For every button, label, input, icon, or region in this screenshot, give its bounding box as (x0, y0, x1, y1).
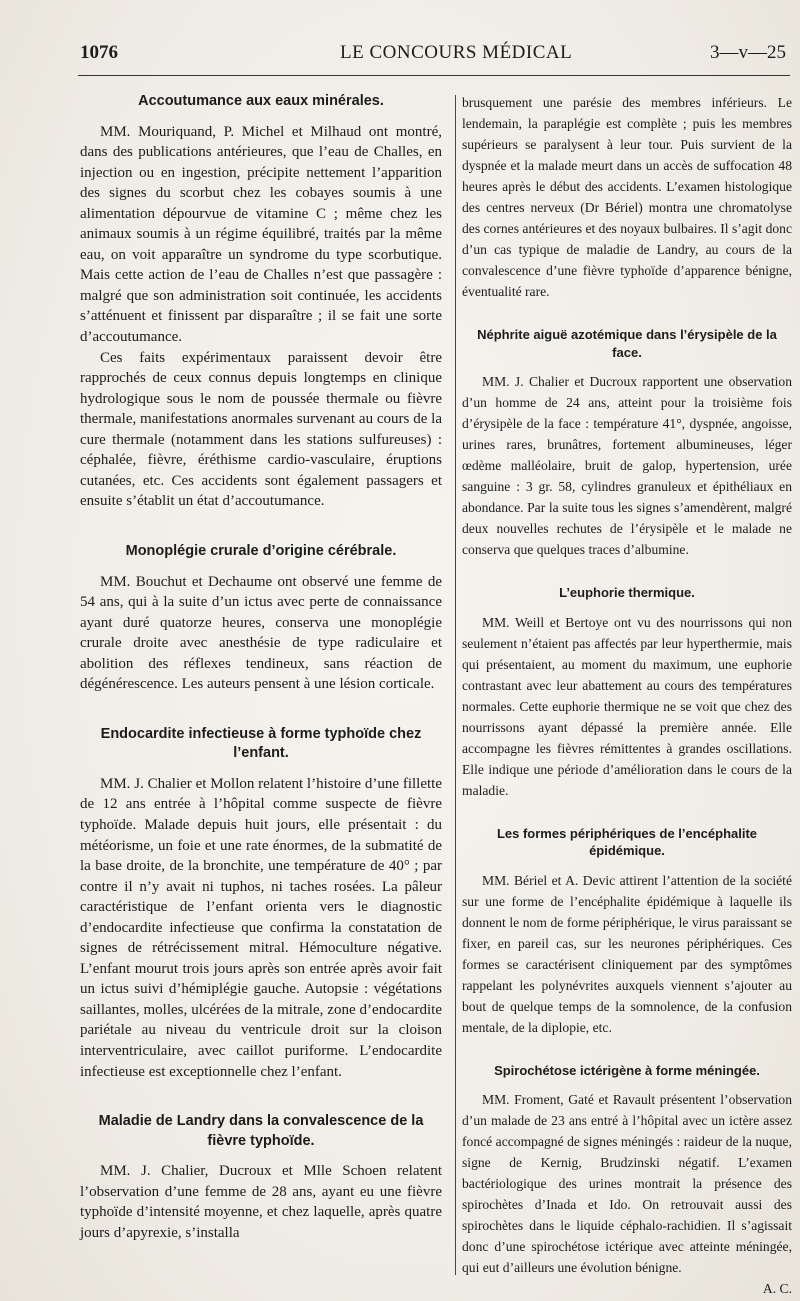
left-column (80, 92, 442, 1243)
paragraph: MM. Bouchut et Dechaume ont observé une femme de 54 ans, qui à la suite d’un ictus avec perte de connaissance ayant duré quatorze heures, conserva une monoplégie crurale droite avec anesthésie de type radiculaire et abolition des réflexes tendineux, sans réaction de dégénérescence. Les auteurs pensent à une lésion corticale. (80, 573, 442, 693)
section-title: L’euphorie thermique. (559, 585, 695, 601)
section-title: Maladie de Landry dans la convalescence de la fièvre typhoïde. (98, 1113, 424, 1149)
section-title: Les formes périphériques de l’encéphalite épidémique. (496, 825, 758, 859)
section-title: Néphrite aiguë azotémique dans l’érysipèle de la face. (477, 327, 777, 360)
paragraph: MM. J. Chalier et Mollon relatent l’histoire d’une fillette de 12 ans entrée à l’hôpital comme suspecte de fièvre typhoïde. Malade depuis huit jours, elle présentait : du météorisme, un foie et une rate énormes, de la submatité de la base droite, de la bronchite, une température de 40° ; par contre il n’y avait ni tuphos, ni taches rosées. La pâleur caractéristique de l’enfant orienta vers le diagnostic d’endocardite infectieuse que confirma la constatation de signes de rétrécissement mitral. Hémoculture négative. L’enfant mourut trois jours après son entrée après avoir fait un ictus suivi d’hémiplégie gauche. Autopsie : végétations saillantes, molles, ulcérées de la mitrale, zone d’endocardite pariétale au niveau du ventricule droit sur la cloison interventriculaire, avec caillot puriforme. L’endocardite infectieuse est exceptionnelle chez l’enfant. (80, 775, 442, 1080)
right-column (462, 92, 792, 1299)
paragraph: MM. J. Chalier et Ducroux rapportent une observation d’un homme de 24 ans, atteint pour la troisième fois d’érysipèle de la face : température 41°, dyspnée, angoisse, urines rares, brunâtres, fortement albumineuses, léger œdème malléolaire, bruit de galop, hypertension, urée sanguine : 3 gr. 58, cylindres granuleux et épithéliaux en abondance. Par la suite tous les signes s’amendèrent, malgré deux nouvelles rechutes de l’érysipèle et le malade ne conserva que quelques traces d’albumine. (462, 374, 792, 558)
paragraph-continuation: brusquement une parésie des membres inférieurs. Le lendemain, la paraplégie est complète ; puis les membres supérieurs se paralysent à leur tour. Puis survient de la dyspnée et la malade meurt dans un accès de suffocation 48 heures après le début des accidents. L’examen histologique des centres nerveux (Dr Bériel) montra une chromatolyse des cornes antérieures et des noyaux bulbaires. Il s’agit donc d’un cas typique de maladie de Landry, au cours de la convalescence d’une fièvre typhoïde d’apparence bénigne, éventualité rare. (462, 95, 792, 299)
section-title: Accoutumance aux eaux minérales. (138, 93, 384, 109)
paragraph: MM. Froment, Gaté et Ravault présentent l’observation d’un malade de 23 ans entré à l’hôpital avec un ictère assez foncé accompagné de signes méningés : raideur de la nuque, signe de Kernig, Brudzinski négatif. L’examen bactériologique des urines montrait la présence des spirochètes d’Inada et Ido. On retrouvait aussi des spirochètes dans le liquide céphalo-rachidien. Il s’agissait donc d’une spirochétose ictérique avec atteinte méningée, qui eut d’ailleurs une évolution bénigne. (462, 1092, 792, 1276)
section-title: Spirochétose ictérigène à forme méningée. (494, 1062, 760, 1078)
section-title: Endocardite infectieuse à forme typhoïde chez l’enfant. (100, 725, 422, 762)
section-title: Monoplégie crurale d’origine cérébrale. (125, 542, 397, 559)
paragraph: Ces faits expérimentaux paraissent devoir être rapprochés de ceux connus depuis longtemps en clinique hydrologique sous le nom de poussée thermale ou fièvre thermale, manifestations anormales survenant au cours de la cure thermale (notamment dans les stations sulfureuses) : céphalée, fièvre, éréthisme cardio-vasculaire, éruptions cutanées, etc. Ces accidents sont également passagers et ensuite s’établit un état d’accoutumance. (80, 349, 442, 510)
paragraph: MM. Mouriquand, P. Michel et Milhaud ont montré, dans des publications antérieures, que l’eau de Challes, en injection ou en ingestion, précipite nettement l’apparition des signes du scorbut chez les cobayes soumis à une alimentation dépourvue de vitamine C ; même chez les animaux soumis à un régime équilibré, traités par la même eau, on voit apparaître un syndrome du type scorbutique. Mais cette action de l’eau de Challes n’est que passagère : malgré que son administration soit continuée, les accidents s’atténuent et finissent par disparaître ; il se fait une sorte d’accoutumance. (80, 123, 442, 346)
paragraph: MM. Weill et Bertoye ont vu des nourrissons qui non seulement n’étaient pas affectés par leur hyperthermie, mais qui présentaient, au moment du maximum, une euphorie contrastant avec leur abattement au cours des températures normales. Cette euphorie thermique ne se voit que chez des nourrissons ayant dépassé la première année. Elle accompagne les fièvres rémittentes à grandes oscillations. Elle indique une période d’amélioration dans le cours de la maladie. (462, 614, 792, 798)
signature: A. C. (762, 1281, 792, 1297)
paragraph: MM. Bériel et A. Devic attirent l’attention de la société sur une forme de l’encéphalite épidémique à laquelle ils donnent le nom de forme périphérique, le virus paraissant se fixer, en pareil cas, sur les neurones périphériques. Ces formes se caractérisent cliniquement par des symptômes rappelant les polynévrites auxquels viennent s’ajouter au bout de quelque temps de la somnolence, de la confusion mentale, de la diplopie, etc. (462, 872, 792, 1035)
paragraph: MM. J. Chalier, Ducroux et Mlle Schoen relatent l’observation d’une femme de 28 ans, ayant eu une fièvre typhoïde d’intensité moyenne, et chez laquelle, après quatre jours d’apyrexie, s’installa (80, 1163, 442, 1241)
column-divider (455, 95, 456, 1275)
page-header (80, 42, 790, 68)
journal-title: LE CONCOURS MÉDICAL (340, 42, 573, 63)
issue-date: 3—v—25 (710, 42, 786, 63)
page-number: 1076 (80, 42, 118, 63)
header-rule (78, 75, 790, 76)
